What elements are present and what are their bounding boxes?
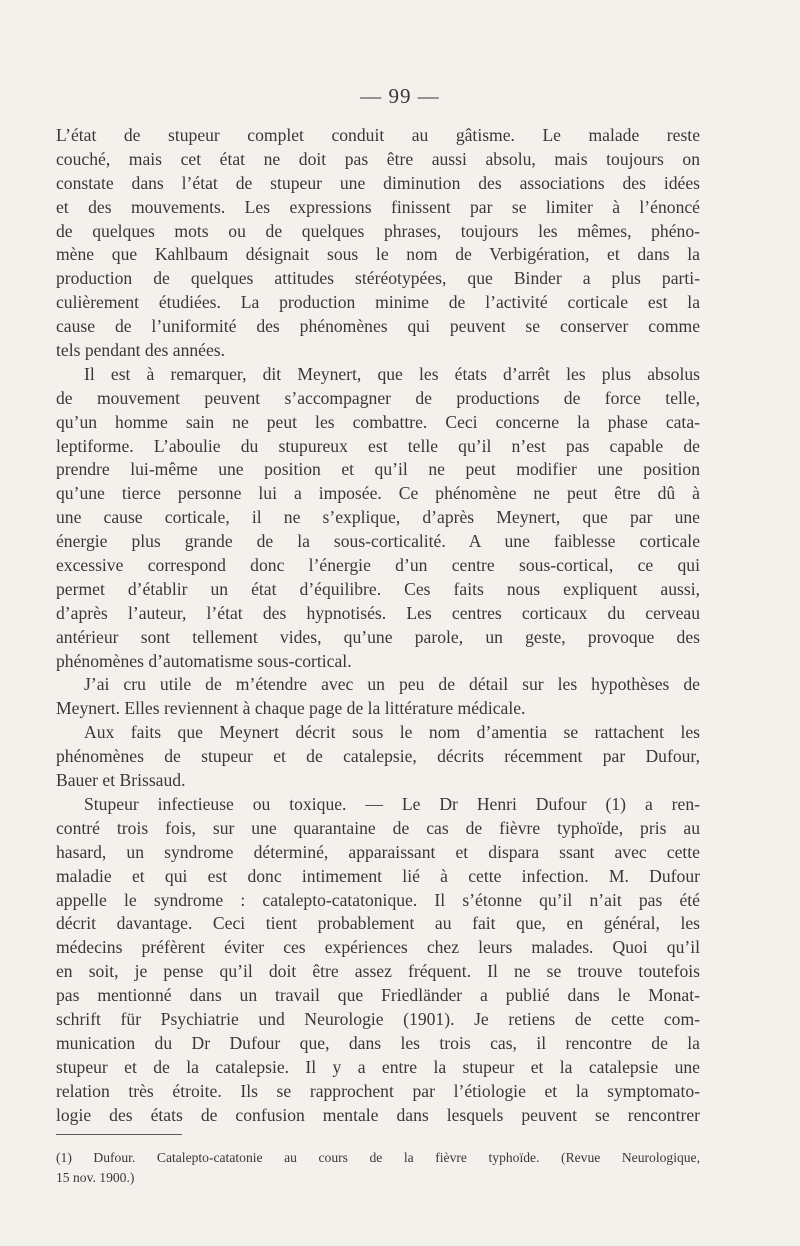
text-line: Il est à remarquer, dit Meynert, que les états d’arrêt les plus absolus [84,363,700,384]
text-line: leptiforme. L’aboulie du stupureux est telle qu’il n’est pas capable de [56,435,700,456]
text-line: décrit davantage. Ceci tient probablement au fait que, en général, les [56,913,700,934]
text-line: relation très étroite. Ils se rapprochent par l’étiologie et la symptomato- [56,1080,700,1101]
body-text [56,124,700,1127]
text-line: de mouvement peuvent s’accompagner de productions de force telle, [56,387,700,408]
text-line: tels pendant des années. [56,340,226,361]
text-line: et des mouvements. Les expressions finissent par se limiter à l’énoncé [56,196,700,217]
text-line: phénomènes d’automatisme sous-cortical. [56,650,352,671]
text-line: stupeur et de la catalepsie. Il y a entre la stupeur et la catalepsie une [56,1056,700,1077]
text-line: de quelques mots ou de quelques phrases, toujours les mêmes, phéno- [56,220,700,241]
text-line: couché, mais cet état ne doit pas être aussi absolu, mais toujours on [56,148,700,169]
text-line: en soit, je pense qu’il doit être assez fréquent. Il ne se trouve toutefois [56,961,700,982]
text-line: qu’une tierce personne lui a imposée. Ce phénomène ne peut être dû à [56,483,700,504]
text-line: appelle le syndrome : catalepto-catatonique. Il s’étonne qu’il n’ait pas été [56,889,700,910]
footnote-divider [56,1134,182,1135]
text-line: énergie plus grande de la sous-corticalité. A une faiblesse corticale [56,531,700,552]
text-line: hasard, un syndrome déterminé, apparaissant et dispara ssant avec cette [56,841,700,862]
text-line: contré trois fois, sur une quarantaine de cas de fièvre typhoïde, pris au [56,817,700,838]
text-line: logie des états de confusion mentale dans lesquels peuvent se rencontrer [56,1104,700,1125]
text-line: prendre lui-même une position et qu’il ne peut modifier une position [56,459,700,480]
text-line: antérieur sont tellement vides, qu’une parole, un geste, provoque des [56,626,700,647]
text-line: L’état de stupeur complet conduit au gâtisme. Le malade reste [56,125,700,145]
text-line: maladie et qui est donc intimement lié à cette infection. M. Dufour [56,865,700,886]
text-line: Meynert. Elles reviennent à chaque page de la littérature médicale. [56,698,526,719]
text-line: Bauer et Brissaud. [56,770,186,791]
text-line: phénomènes de stupeur et de catalepsie, décrits récemment par Dufour, [56,746,700,767]
text-line: cause de l’uniformité des phénomènes qui peuvent se conserver comme [56,316,700,337]
text-line: pas mentionné dans un travail que Friedländer a publié dans le Monat- [56,985,700,1006]
text-line: production de quelques attitudes stéréotypées, que Binder a plus parti- [56,268,700,289]
text-line: permet d’établir un état d’équilibre. Ces faits nous expliquent aussi, [56,578,700,599]
page-number: — 99 — [360,84,440,108]
text-line: schrift für Psychiatrie und Neurologie (1901). Je retiens de cette com- [56,1008,700,1029]
text-line: d’après l’auteur, l’état des hypnotisés. Les centres corticaux du cerveau [56,602,700,623]
footnote [56,1148,700,1188]
text-line: qu’un homme sain ne peut les combattre. Ceci concerne la phase cata- [56,411,700,432]
text-line: Stupeur infectieuse ou toxique. — Le Dr Henri Dufour (1) a ren- [84,793,700,814]
text-line: médecins préfèrent éviter ces expériences chez leurs malades. Quoi qu’il [56,937,700,958]
text-line: constate dans l’état de stupeur une diminution des associations des idées [56,172,700,193]
text-line: une cause corticale, il ne s’explique, d’après Meynert, que par une [56,507,700,528]
text-line: J’ai cru utile de m’étendre avec un peu de détail sur les hypothèses de [84,674,700,695]
text-line: munication du Dr Dufour que, dans les trois cas, il rencontre de la [56,1032,700,1053]
text-line: culièrement étudiées. La production minime de l’activité corticale est la [56,292,700,313]
footnote-line: (1) Dufour. Catalepto-catatonie au cours de la fièvre typhoïde. (Revue Neurologique, [56,1150,700,1165]
footnote-line: 15 nov. 1900.) [56,1170,135,1185]
text-line: mène que Kahlbaum désignait sous le nom de Verbigération, et dans la [56,244,700,265]
text-line: Aux faits que Meynert décrit sous le nom d’amentia se rattachent les [84,722,700,743]
text-line: excessive correspond donc l’énergie d’un centre sous-cortical, ce qui [56,555,700,576]
